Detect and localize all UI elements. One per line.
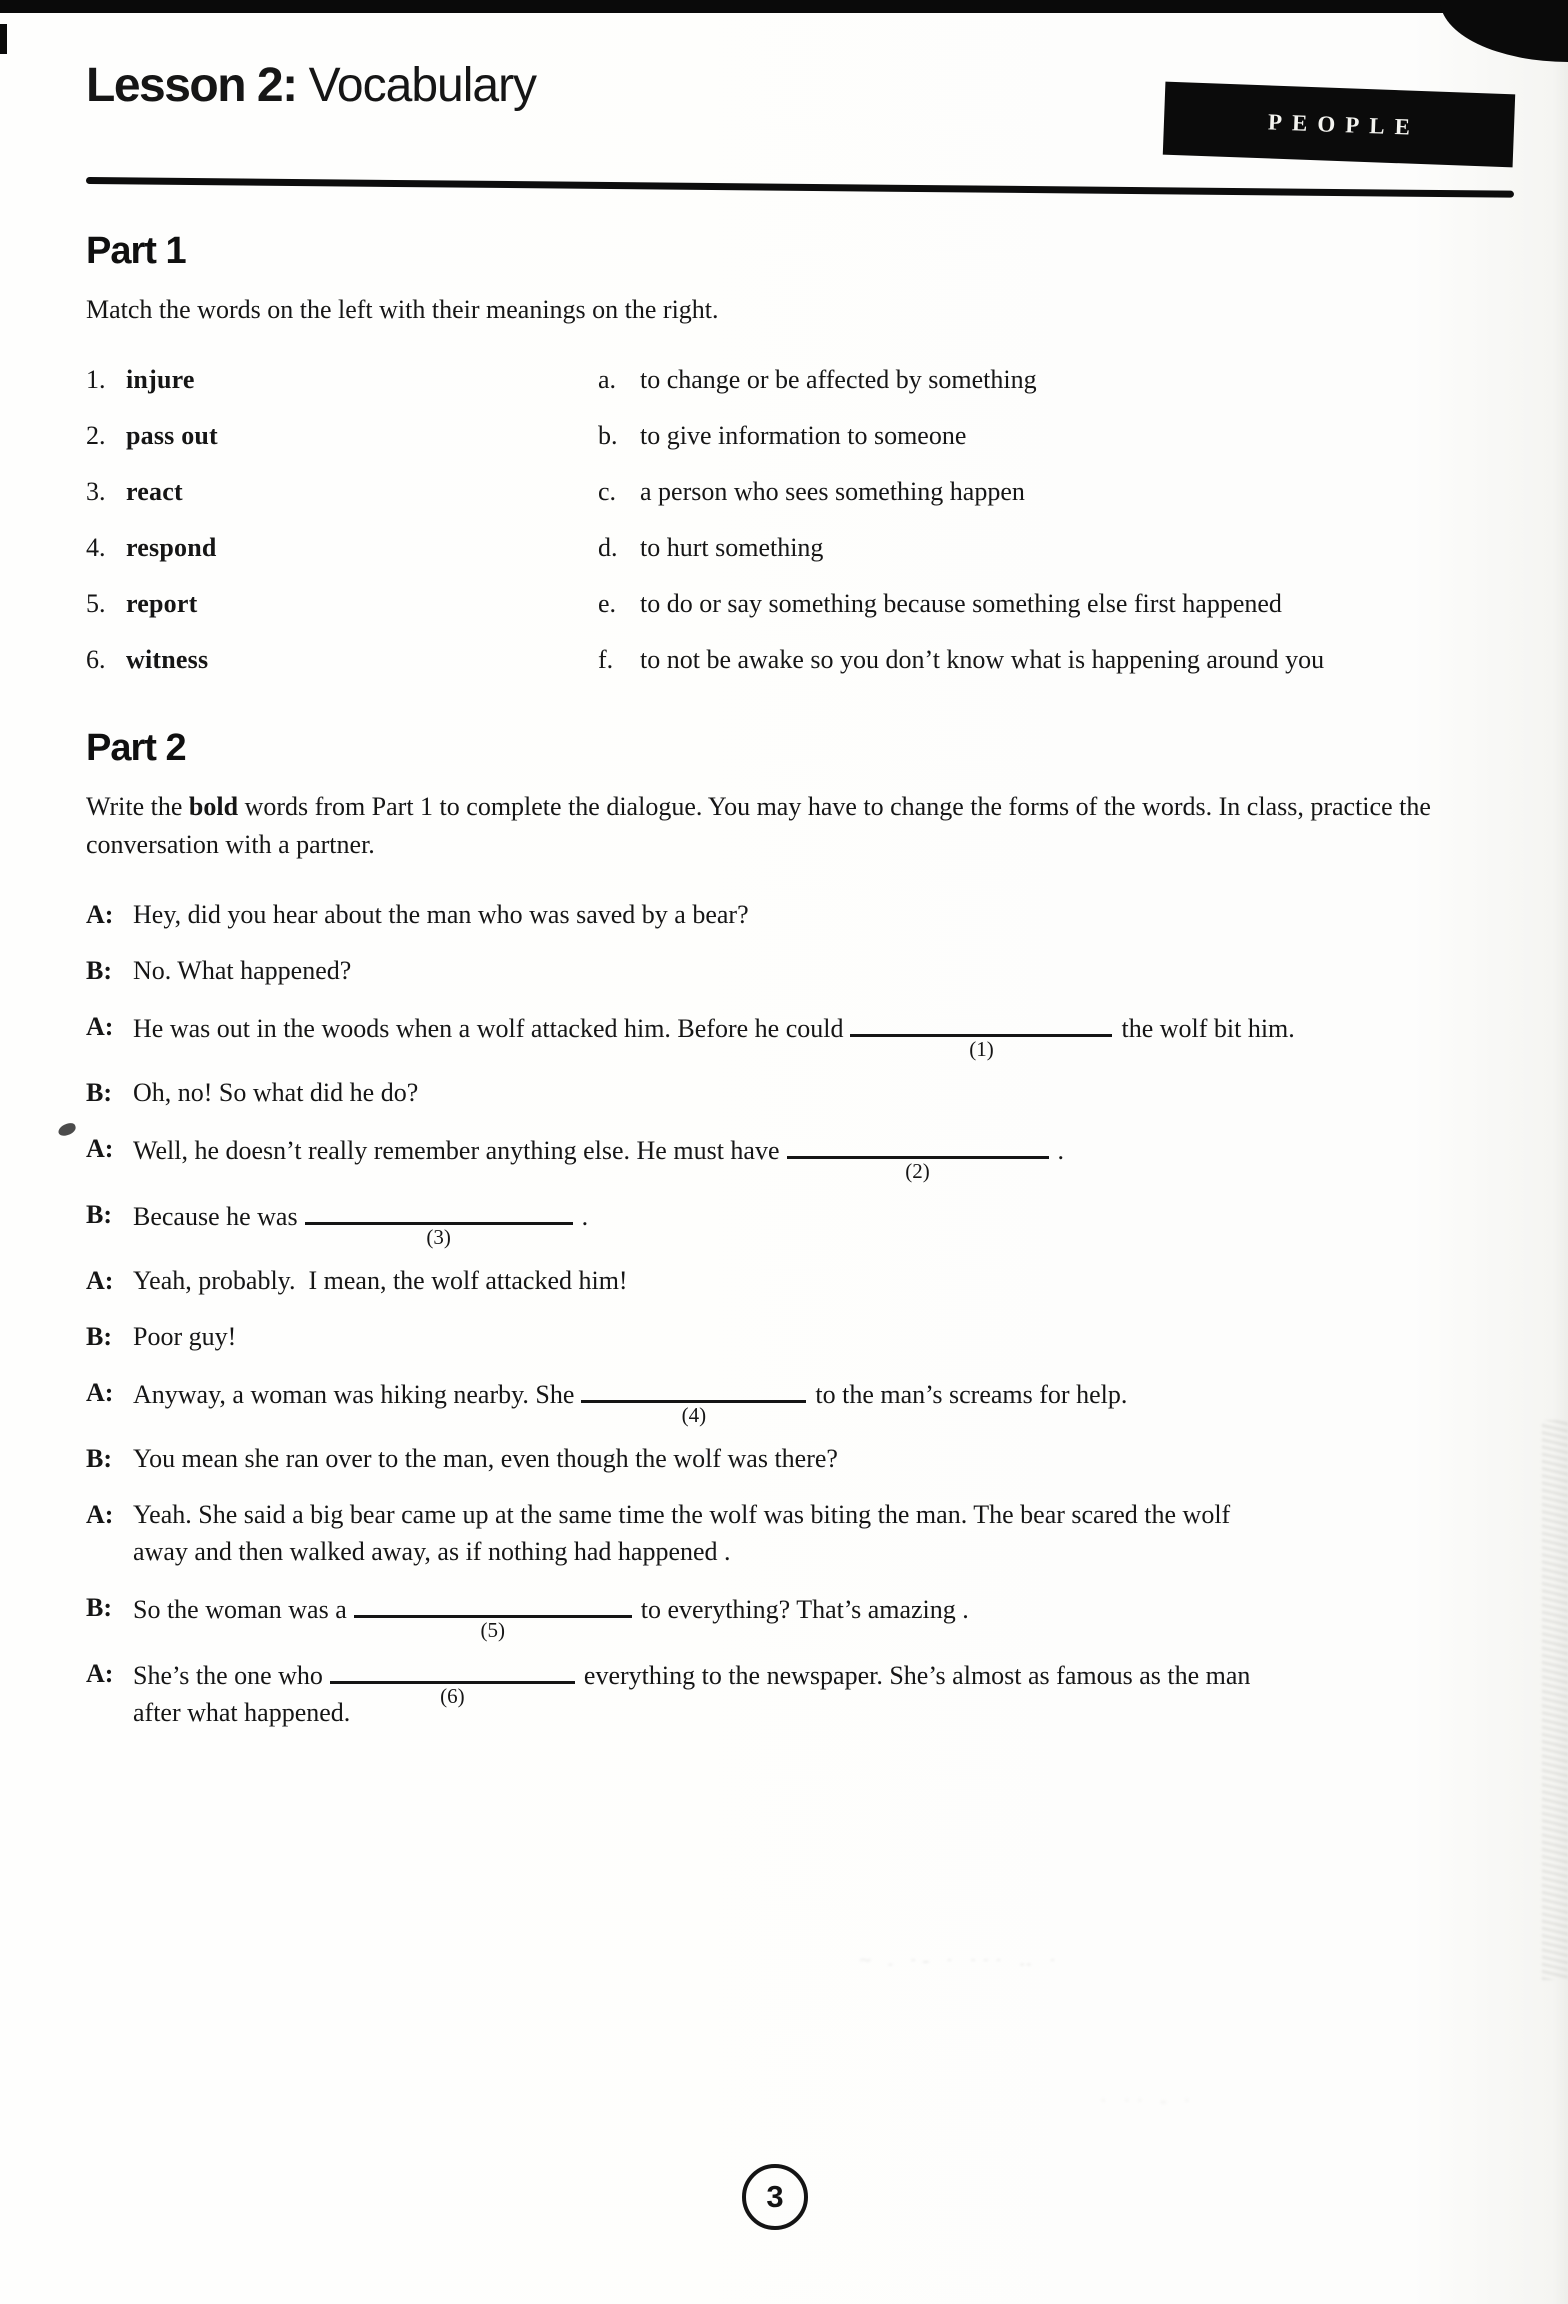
match-row [86,533,1510,589]
blank-number-label: (4) [681,1403,707,1427]
speaker-label: A: [86,1378,114,1407]
blank-number-label: (2) [905,1159,930,1183]
dialogue-sentence: Well, he doesn’t really remember anything else. He must have [133,1136,780,1165]
dialogue-line [86,1074,1496,1111]
page-title [86,58,536,113]
dialogue-sentence: Anyway, a woman was hiking nearby. She [133,1380,575,1409]
dialogue-text [133,1262,628,1299]
dialogue-text [133,896,749,933]
speaker-label: B: [86,956,112,985]
definition-letter: a. [598,365,617,394]
dialogue-line [86,1589,1496,1642]
word-label: react [126,477,183,506]
dialogue-text [133,1440,838,1477]
dialogue-sentence: Because he was [133,1202,298,1231]
match-word-cell [86,365,598,395]
definition-text: to do or say something because something else first happened [640,589,1282,618]
dialogue-text [133,1074,418,1111]
definition-letter: d. [598,533,618,562]
match-row [86,365,1510,421]
page-content [86,230,1510,1758]
answer-blank-6 [330,1655,575,1708]
dialogue-sentence: Poor guy! [133,1322,237,1351]
dialogue-text [133,1008,1295,1061]
dialogue-sentence: Oh, no! So what did he do? [133,1078,419,1107]
speaker-label: B: [86,1444,112,1473]
word-number: 4. [86,533,106,562]
dialogue-line [86,1130,1496,1183]
instructions-bold-word: bold [188,792,239,821]
answer-blank-1 [850,1008,1112,1061]
dialogue-text [133,1318,236,1355]
blank-number-label: (1) [969,1037,994,1061]
speaker-label: A: [86,1134,114,1163]
definition-cell [598,589,1282,619]
answer-blank-2 [787,1130,1049,1183]
part1-section [86,230,1510,701]
answer-blank-4 [581,1374,806,1427]
instructions-pre: Write the [86,792,189,821]
dialogue-line [86,1262,1496,1299]
dialogue-text [133,952,351,989]
match-word-cell [86,421,598,451]
instructions-post: words from Part 1 to complete the dialogue. You may have to change the forms of the words. In class, practice the conversation with a partner. [86,792,1431,859]
dialogue-text [133,1196,589,1249]
definition-letter: c. [598,477,617,506]
speaker-label: B: [86,1593,112,1622]
speaker-label: A: [86,1500,114,1529]
part2-heading: Part 2 [86,727,186,769]
dialogue-text [133,1130,1064,1183]
unit-badge [1163,82,1515,168]
scan-ghost-smudge: · ·· ‐ · [1100,2090,1197,2112]
dialogue-line [86,1008,1496,1061]
match-row [86,589,1510,645]
dialogue-line [86,1440,1496,1477]
word-label: report [126,589,198,618]
title-underline [86,177,1514,198]
part2-instructions [86,788,1488,864]
word-number: 2. [86,421,106,450]
speaker-label: A: [86,1266,114,1295]
dialogue-sentence: everything to the newspaper. She’s almost as famous as the man [583,1661,1251,1690]
definition-cell [598,477,1025,507]
match-row [86,645,1510,701]
scan-corner-curl [1440,0,1568,62]
scan-edge-noise [1542,1420,1568,1980]
definition-letter: e. [598,589,617,618]
dialogue-sentence: to everything? That’s amazing . [640,1595,969,1624]
match-row [86,421,1510,477]
dialogue-sentence-continuation: after what happened. [133,1698,351,1727]
ink-smudge [57,1121,78,1137]
word-number: 5. [86,589,106,618]
definition-text: to change or be affected by something [640,365,1037,394]
dialogue-line [86,1496,1496,1570]
dialogue-text [133,1655,1250,1731]
word-label: witness [126,645,209,674]
dialogue-sentence-continuation: away and then walked away, as if nothing had happened . [133,1537,731,1566]
dialogue [86,896,1496,1731]
part1-instructions: Match the words on the left with their meanings on the right. [86,295,719,324]
dialogue-line [86,896,1496,933]
word-label: injure [126,365,195,394]
word-number: 1. [86,365,106,394]
dialogue-sentence: So the woman was a [133,1595,347,1624]
speaker-label: A: [86,900,114,929]
definition-text: to not be awake so you don’t know what is happening around you [640,645,1325,674]
speaker-label: B: [86,1200,112,1229]
dialogue-sentence: to the man’s screams for help. [815,1380,1128,1409]
dialogue-sentence: He was out in the woods when a wolf attacked him. Before he could [133,1014,844,1043]
match-row [86,477,1510,533]
dialogue-text [133,1589,969,1642]
definition-text: to give information to someone [640,421,967,450]
dialogue-line [86,1655,1496,1731]
blank-number-label: (5) [480,1618,505,1642]
dialogue-sentence: Yeah, probably. I mean, the wolf attacked him! [133,1266,628,1295]
dialogue-line [86,1196,1496,1249]
scan-ghost-smudge: ~ . ·‐ · ··· ‥ · [860,1952,1062,1970]
matching-exercise [86,365,1510,701]
dialogue-sentence: the wolf bit him. [1121,1014,1295,1043]
definition-cell [598,533,823,563]
dialogue-text [133,1374,1128,1427]
definition-text: to hurt something [640,533,824,562]
page-number: 3 [766,2179,784,2214]
dialogue-sentence: She’s the one who [133,1661,323,1690]
definition-text: a person who sees something happen [640,477,1025,506]
dialogue-sentence: . [581,1202,589,1231]
match-word-cell [86,477,598,507]
match-word-cell [86,533,598,563]
part2-section [86,727,1510,1731]
dialogue-line [86,952,1496,989]
blank-number-label: (6) [440,1684,465,1708]
word-number: 6. [86,645,106,674]
definition-cell [598,421,966,451]
lesson-number: Lesson 2: [86,59,297,112]
dialogue-sentence: You mean she ran over to the man, even though the wolf was there? [133,1444,838,1473]
answer-blank-3 [305,1196,573,1249]
dialogue-sentence: No. What happened? [133,956,352,985]
speaker-label: A: [86,1012,114,1041]
answer-blank-5 [354,1589,632,1642]
part1-heading: Part 1 [86,230,186,272]
speaker-label: B: [86,1322,112,1351]
dialogue-sentence: Yeah. She said a big bear came up at the same time the wolf was biting the man. The bear scared the wolf [133,1500,1231,1529]
dialogue-text [133,1496,1230,1570]
definition-letter: f. [598,645,614,674]
dialogue-sentence: Hey, did you hear about the man who was saved by a bear? [133,900,749,929]
match-word-cell [86,589,598,619]
word-number: 3. [86,477,106,506]
blank-number-label: (3) [426,1225,451,1249]
definition-cell [598,645,1324,675]
dialogue-line [86,1318,1496,1355]
match-word-cell [86,645,598,675]
page-number-circle [742,2164,808,2230]
dialogue-line [86,1374,1496,1427]
word-label: pass out [126,421,218,450]
dialogue-sentence: . [1057,1136,1064,1165]
word-label: respond [126,533,217,562]
speaker-label: B: [86,1078,112,1107]
definition-letter: b. [598,421,618,450]
scan-top-edge [0,0,1568,13]
definition-cell [598,365,1037,395]
unit-badge-label: PEOPLE [1267,108,1421,140]
lesson-topic: Vocabulary [308,59,537,112]
scan-left-edge-mark [0,24,7,54]
speaker-label: A: [86,1659,114,1688]
